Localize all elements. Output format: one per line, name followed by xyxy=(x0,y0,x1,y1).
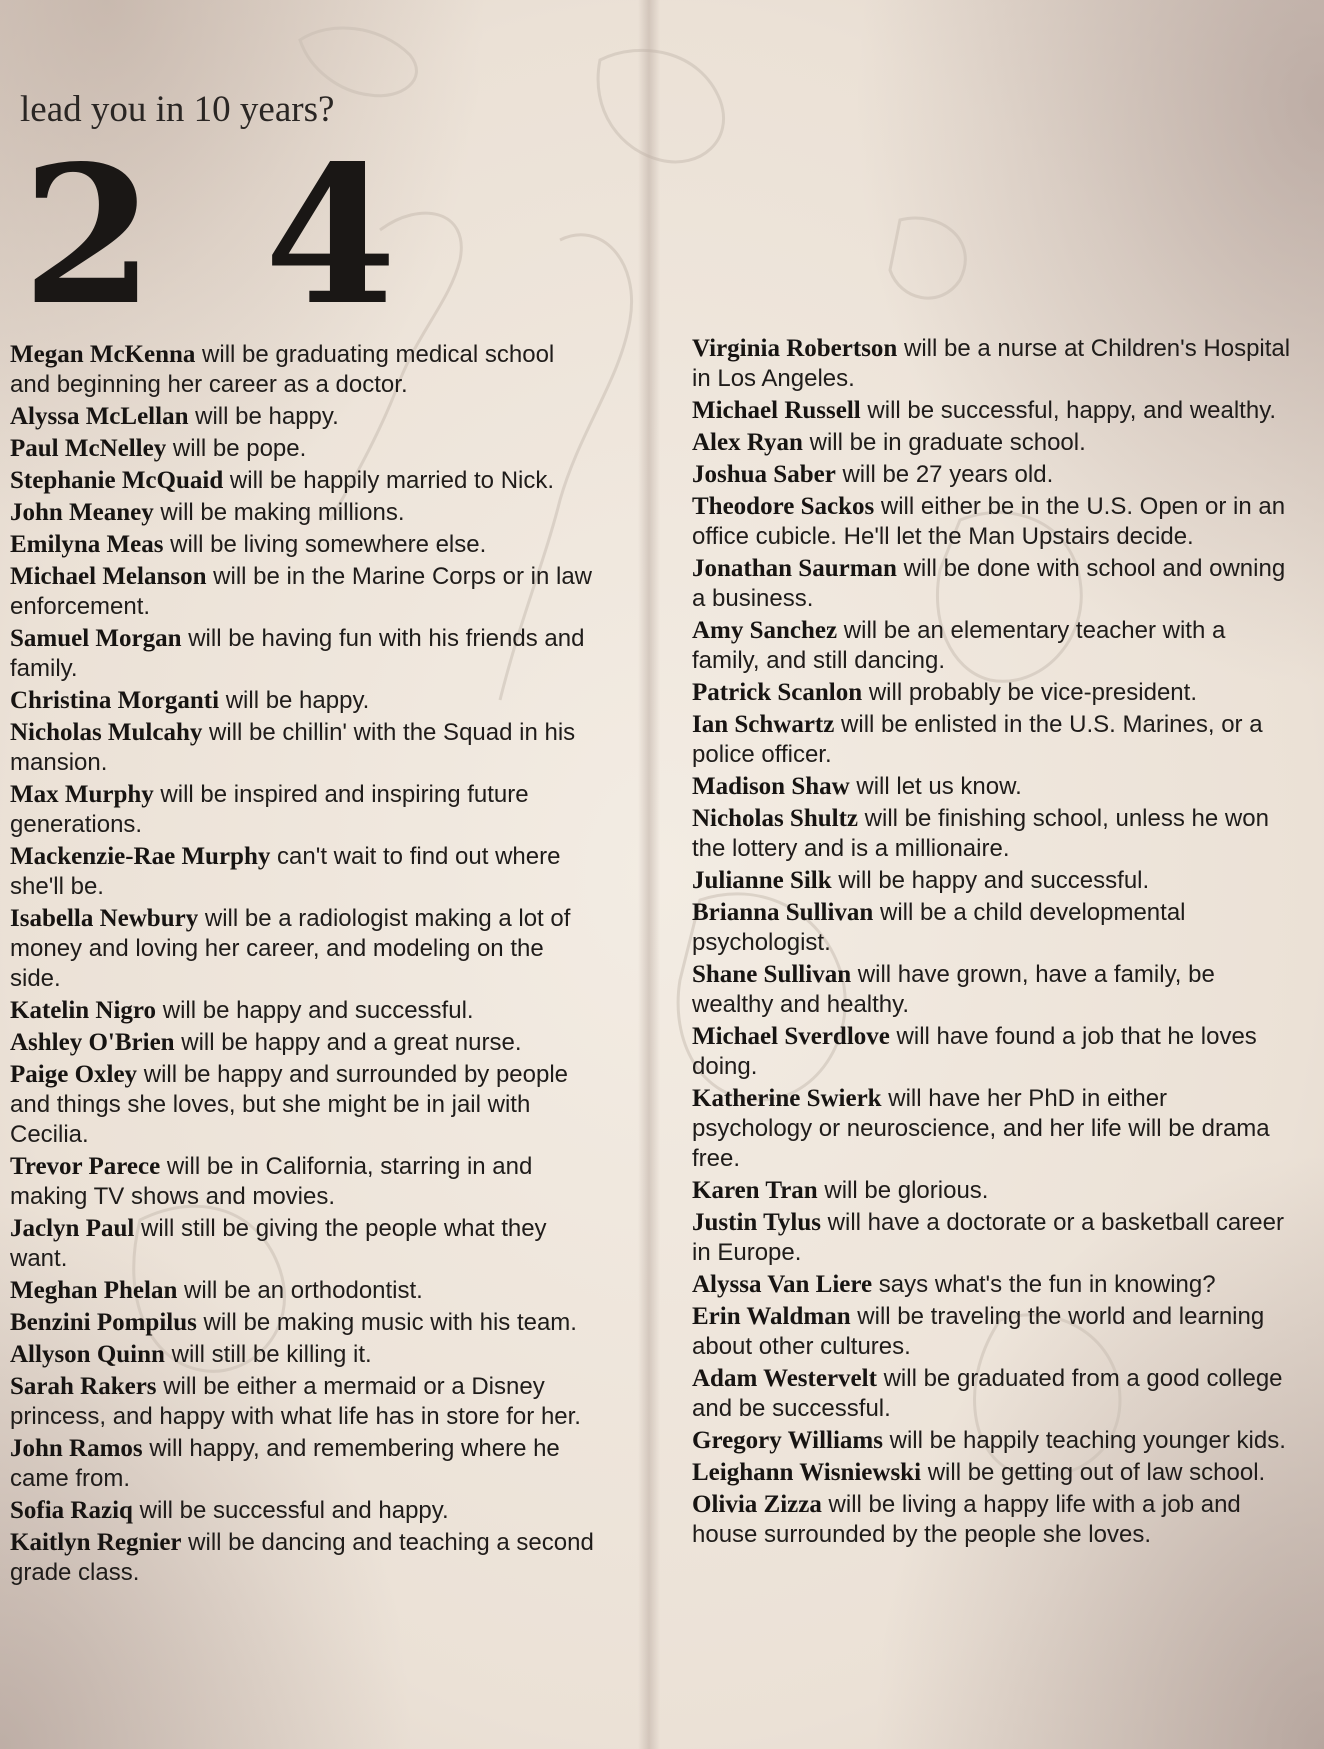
entry-item xyxy=(692,1022,1292,1082)
student-name: Samuel Morgan xyxy=(10,625,182,652)
entry-item xyxy=(10,686,600,716)
student-name: Trevor Parece xyxy=(10,1153,161,1180)
prediction-text: will be a child developmental psychologist. xyxy=(692,899,1186,956)
student-name: Theodore Sackos xyxy=(692,493,875,520)
entry-item xyxy=(692,1176,1292,1206)
student-name: Max Murphy xyxy=(10,781,154,808)
prediction-text: will be in California, starring in and making TV shows and movies. xyxy=(10,1153,533,1210)
entry-item xyxy=(10,1308,600,1338)
entry-item xyxy=(10,1152,600,1212)
student-name: Sarah Rakers xyxy=(10,1373,157,1400)
right-column xyxy=(692,334,1292,1552)
student-name: Benzini Pompilus xyxy=(10,1309,197,1336)
student-name: Alyssa Van Liere xyxy=(692,1271,873,1298)
student-name: Michael Melanson xyxy=(10,563,207,590)
entry-item xyxy=(10,1496,600,1526)
student-name: Joshua Saber xyxy=(692,461,836,488)
student-name: Katelin Nigro xyxy=(10,997,157,1024)
prediction-text: will be happy and successful. xyxy=(156,997,474,1024)
entry-item xyxy=(692,334,1292,394)
student-name: Ashley O'Brien xyxy=(10,1029,175,1056)
entry-item xyxy=(10,624,600,684)
prediction-text: will be dancing and teaching a second grade class. xyxy=(10,1529,594,1586)
prediction-text: will have grown, have a family, be wealthy and healthy. xyxy=(692,961,1215,1018)
entry-item xyxy=(692,1426,1292,1456)
prediction-text: will be happy and surrounded by people and things she loves, but she might be in jail with Cecilia. xyxy=(10,1061,569,1148)
prediction-text: will have a doctorate or a basketball career in Europe. xyxy=(692,1209,1284,1266)
student-name: Olivia Zizza xyxy=(692,1491,822,1518)
student-name: Virginia Robertson xyxy=(692,335,898,362)
left-column xyxy=(10,340,600,1590)
student-name: Leighann Wisniewski xyxy=(692,1459,922,1486)
entry-item xyxy=(692,492,1292,552)
entry-item xyxy=(692,396,1292,426)
student-name: Nicholas Mulcahy xyxy=(10,719,203,746)
student-name: Emilyna Meas xyxy=(10,531,164,558)
entry-item xyxy=(692,1270,1292,1300)
student-name: Kaitlyn Regnier xyxy=(10,1529,182,1556)
student-name: Nicholas Shultz xyxy=(692,805,859,832)
prediction-text: will either be in the U.S. Open or in an office cubicle. He'll let the Man Upstairs decide. xyxy=(692,493,1286,550)
prediction-text: will be getting out of law school. xyxy=(921,1459,1266,1486)
student-name: Michael Russell xyxy=(692,397,861,424)
prediction-text: will be living a happy life with a job and house surrounded by the people she loves. xyxy=(692,1491,1241,1548)
prediction-text: will still be giving the people what they want. xyxy=(10,1215,547,1272)
entry-item xyxy=(10,1060,600,1150)
prediction-text: will still be killing it. xyxy=(164,1341,372,1368)
prediction-text: will have found a job that he loves doing. xyxy=(692,1023,1257,1080)
student-name: Megan McKenna xyxy=(10,341,196,368)
student-name: Jaclyn Paul xyxy=(10,1215,135,1242)
prediction-text: will be an elementary teacher with a family, and still dancing. xyxy=(692,617,1226,674)
entry-item xyxy=(10,402,600,432)
entry-item xyxy=(10,1372,600,1432)
student-name: Ian Schwartz xyxy=(692,711,835,738)
book-spine-shadow xyxy=(638,0,660,1749)
prediction-text: will be either a mermaid or a Disney princess, and happy with what life has in store for her. xyxy=(10,1373,581,1430)
student-name: Gregory Williams xyxy=(692,1427,883,1454)
student-name: Alex Ryan xyxy=(692,429,803,456)
prediction-text: will be inspired and inspiring future generations. xyxy=(10,781,529,838)
student-name: Amy Sanchez xyxy=(692,617,838,644)
entry-item xyxy=(692,1458,1292,1488)
prediction-text: will be making millions. xyxy=(153,499,405,526)
prediction-text: will be happily married to Nick. xyxy=(223,467,555,494)
entry-item xyxy=(10,1340,600,1370)
student-name: John Meaney xyxy=(10,499,154,526)
entry-item xyxy=(692,460,1292,490)
entry-item xyxy=(692,898,1292,958)
prediction-text: will be glorious. xyxy=(817,1177,989,1204)
student-name: Paige Oxley xyxy=(10,1061,138,1088)
prediction-text: will let us know. xyxy=(849,773,1022,800)
entry-item xyxy=(692,1208,1292,1268)
student-name: Meghan Phelan xyxy=(10,1277,178,1304)
entry-item xyxy=(692,1302,1292,1362)
entry-item xyxy=(10,434,600,464)
prediction-text: will be having fun with his friends and family. xyxy=(10,625,585,682)
entry-item xyxy=(10,1528,600,1588)
entry-item xyxy=(692,428,1292,458)
entry-item xyxy=(692,616,1292,676)
prediction-text: will be a nurse at Children's Hospital in Los Angeles. xyxy=(692,335,1291,392)
prediction-text: says what's the fun in knowing? xyxy=(872,1271,1216,1298)
entry-item xyxy=(692,710,1292,770)
prediction-text: will be an orthodontist. xyxy=(177,1277,423,1304)
entry-item xyxy=(692,804,1292,864)
student-name: Patrick Scanlon xyxy=(692,679,863,706)
prediction-text: will be happy and a great nurse. xyxy=(174,1029,522,1056)
page-heading: lead you in 10 years? xyxy=(20,89,335,130)
entry-item xyxy=(10,718,600,778)
entry-item xyxy=(10,842,600,902)
prediction-text: will be done with school and owning a business. xyxy=(692,555,1286,612)
student-name: Paul McNelley xyxy=(10,435,167,462)
prediction-text: will probably be vice-president. xyxy=(862,679,1197,706)
student-name: John Ramos xyxy=(10,1435,143,1462)
student-name: Madison Shaw xyxy=(692,773,850,800)
prediction-text: will be chillin' with the Squad in his mansion. xyxy=(10,719,576,776)
student-name: Sofia Raziq xyxy=(10,1497,133,1524)
entry-item xyxy=(10,340,600,400)
entry-item xyxy=(10,996,600,1026)
prediction-text: will be making music with his team. xyxy=(196,1309,577,1336)
prediction-text: will be graduated from a good college and be successful. xyxy=(692,1365,1283,1422)
entry-item xyxy=(692,866,1292,896)
student-name: Allyson Quinn xyxy=(10,1341,165,1368)
prediction-text: will be in graduate school. xyxy=(802,429,1086,456)
entry-item xyxy=(692,960,1292,1020)
entry-item xyxy=(10,562,600,622)
prediction-text: will be pope. xyxy=(166,435,307,462)
entry-item xyxy=(692,1490,1292,1550)
prediction-text: will be in the Marine Corps or in law enforcement. xyxy=(10,563,593,620)
entry-item xyxy=(10,780,600,840)
student-name: Mackenzie-Rae Murphy xyxy=(10,843,271,870)
entry-item xyxy=(10,1276,600,1306)
entry-item xyxy=(10,498,600,528)
student-name: Stephanie McQuaid xyxy=(10,467,224,494)
student-name: Isabella Newbury xyxy=(10,905,199,932)
prediction-text: will be graduating medical school and beginning her career as a doctor. xyxy=(10,341,555,398)
prediction-text: will have her PhD in either psychology or neuroscience, and her life will be drama free. xyxy=(692,1085,1270,1172)
entry-item xyxy=(10,530,600,560)
prediction-text: will happy, and remembering where he came from. xyxy=(10,1435,560,1492)
entry-item xyxy=(10,1434,600,1494)
student-name: Erin Waldman xyxy=(692,1303,851,1330)
student-name: Justin Tylus xyxy=(692,1209,822,1236)
student-name: Katherine Swierk xyxy=(692,1085,882,1112)
student-name: Alyssa McLellan xyxy=(10,403,189,430)
student-name: Karen Tran xyxy=(692,1177,818,1204)
prediction-text: will be happily teaching younger kids. xyxy=(882,1427,1286,1454)
prediction-text: will be 27 years old. xyxy=(835,461,1054,488)
entry-item xyxy=(692,554,1292,614)
student-name: Christina Morganti xyxy=(10,687,220,714)
student-name: Jonathan Saurman xyxy=(692,555,897,582)
student-name: Brianna Sullivan xyxy=(692,899,874,926)
prediction-text: will be happy and successful. xyxy=(831,867,1150,894)
student-name: Adam Westervelt xyxy=(692,1365,877,1392)
prediction-text: will be finishing school, unless he won the lottery and is a millionaire. xyxy=(692,805,1269,862)
student-name: Julianne Silk xyxy=(692,867,832,894)
prediction-text: will be happy. xyxy=(188,403,339,430)
student-name: Shane Sullivan xyxy=(692,961,852,988)
entry-item xyxy=(692,772,1292,802)
prediction-text: will be a radiologist making a lot of money and loving her career, and modeling on the side. xyxy=(10,905,571,992)
entry-item xyxy=(692,1084,1292,1174)
entry-item xyxy=(10,904,600,994)
prediction-text: can't wait to find out where she'll be. xyxy=(10,843,561,900)
entry-item xyxy=(692,1364,1292,1424)
entry-item xyxy=(10,1028,600,1058)
prediction-text: will be traveling the world and learning about other cultures. xyxy=(692,1303,1265,1360)
prediction-text: will be successful and happy. xyxy=(132,1497,449,1524)
prediction-text: will be living somewhere else. xyxy=(163,531,487,558)
entry-item xyxy=(692,678,1292,708)
entry-item xyxy=(10,466,600,496)
prediction-text: will be successful, happy, and wealthy. xyxy=(860,397,1277,424)
prediction-text: will be happy. xyxy=(219,687,370,714)
entry-item xyxy=(10,1214,600,1274)
page-number-large: 2 4 xyxy=(22,124,419,347)
prediction-text: will be enlisted in the U.S. Marines, or a police officer. xyxy=(692,711,1263,768)
student-name: Michael Sverdlove xyxy=(692,1023,890,1050)
